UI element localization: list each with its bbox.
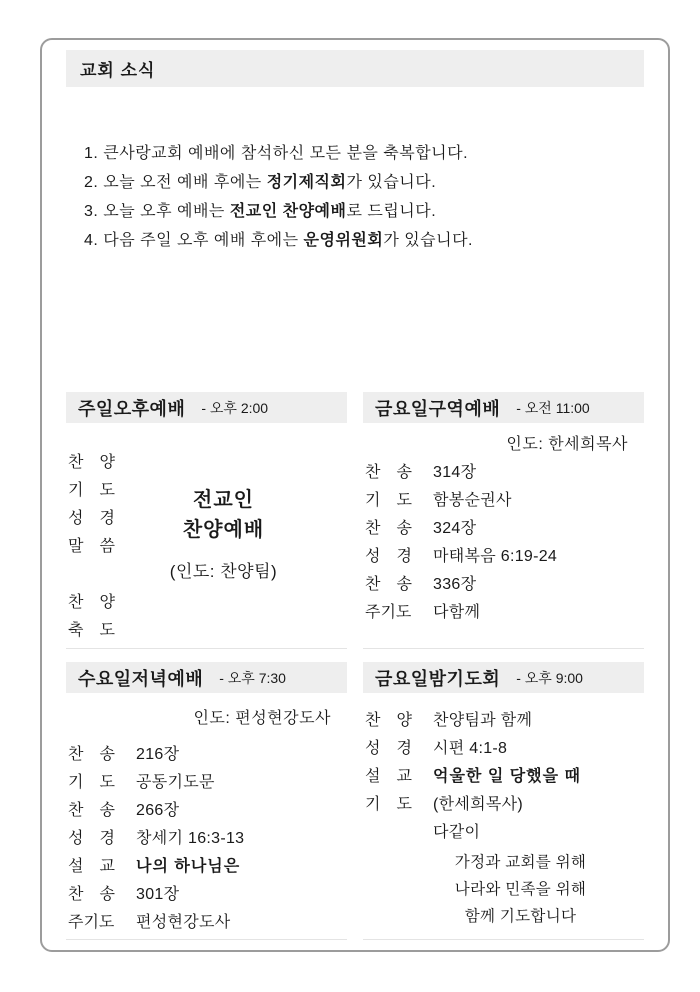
program-value: 266장	[136, 802, 180, 819]
program-label: 설 교	[68, 858, 115, 875]
program-label: 성 경	[365, 548, 412, 565]
prayer-topic-line: 나라와 민족을 위해	[454, 881, 587, 898]
program-label: 성 경	[365, 740, 412, 757]
panel-header-bar	[363, 662, 644, 693]
program-row	[363, 599, 644, 627]
program-row	[363, 819, 644, 847]
panel-time: - 오후 7:30	[219, 669, 286, 686]
program-label: 찬 송	[68, 802, 115, 819]
announcement-bold: 정기제직회	[266, 174, 347, 191]
panel-time: - 오후 9:00	[516, 669, 583, 686]
program-label: 기 도	[365, 796, 412, 813]
program-rows	[66, 741, 347, 937]
program-label: 기 도	[68, 774, 115, 791]
program-label: 주기도	[365, 604, 412, 621]
program-value: 마태복음 6:19-24	[433, 548, 558, 565]
program-label: 찬 양	[365, 712, 412, 729]
panel-body	[363, 693, 644, 940]
panel-title: 수요일저녁예배	[78, 668, 204, 689]
program-label: 찬 송	[365, 520, 412, 537]
program-value: 함봉순권사	[433, 492, 512, 509]
special-service-title-line1: 전교인	[193, 489, 254, 511]
program-label: 기 도	[68, 482, 115, 499]
announcement-item-4	[84, 226, 644, 255]
program-value: 다같이	[433, 824, 481, 841]
program-value: 216장	[136, 746, 180, 763]
prayer-topics	[363, 849, 644, 930]
announcement-text: 2. 오늘 오전 예배 후에는	[84, 174, 267, 191]
program-value: 찬양팀과 함께	[433, 712, 533, 729]
program-row	[363, 707, 644, 735]
program-label: 찬 송	[68, 746, 115, 763]
program-row	[66, 741, 347, 769]
announcement-text: 1. 큰사랑교회 예배에 참석하신 모든 분을 축복합니다.	[84, 145, 469, 162]
program-value: 314장	[433, 464, 477, 481]
program-row	[66, 881, 347, 909]
special-service-note	[136, 485, 311, 582]
prayer-topic-line: 함께 기도합니다	[464, 908, 577, 925]
panel-header-bar	[363, 392, 644, 423]
program-value: 공동기도문	[136, 774, 215, 791]
panel-body	[66, 423, 347, 649]
announcement-bold: 운영위원회	[303, 232, 384, 249]
program-row	[363, 763, 644, 791]
program-row	[66, 589, 347, 617]
program-row	[66, 449, 347, 477]
program-row	[363, 487, 644, 515]
panel-title: 금요일구역예배	[375, 398, 501, 419]
program-label: 찬 양	[68, 454, 115, 471]
program-label: 주기도	[68, 914, 115, 931]
program-label: 성 경	[68, 830, 115, 847]
program-value: 시편 4:1-8	[433, 740, 508, 757]
leader-line: 인도: 한세희목사	[506, 436, 628, 453]
announcement-text: 가 있습니다.	[383, 232, 473, 249]
news-title: 교회 소식	[80, 61, 156, 80]
announcement-text: 4. 다음 주일 오후 예배 후에는	[84, 232, 304, 249]
program-row	[66, 825, 347, 853]
program-value: (한세희목사)	[433, 796, 524, 813]
panel-friday-district	[363, 392, 644, 649]
program-value: 301장	[136, 886, 180, 903]
program-row	[66, 853, 347, 881]
announcement-item-1	[84, 139, 644, 168]
special-service-title-line2: 찬양예배	[182, 519, 265, 541]
panel-wednesday-evening	[66, 649, 347, 940]
program-row	[66, 769, 347, 797]
leader-line: 인도: 편성현강도사	[193, 710, 331, 727]
program-value: 324장	[433, 520, 477, 537]
program-row	[66, 909, 347, 937]
panel-title: 금요일밤기도회	[375, 668, 501, 689]
worship-panels-grid	[66, 392, 644, 940]
panel-header-bar	[66, 662, 347, 693]
panel-body	[66, 693, 347, 940]
program-label: 말 씀	[68, 538, 115, 555]
panel-body	[363, 423, 644, 649]
program-row	[363, 791, 644, 819]
announcement-text: 3. 오늘 오후 예배는	[84, 203, 230, 220]
program-value: 편성현강도사	[136, 914, 231, 931]
program-row	[363, 571, 644, 599]
program-value: 336장	[433, 576, 477, 593]
panel-title: 주일오후예배	[78, 398, 186, 419]
program-row	[66, 617, 347, 645]
prayer-topic-line: 가정과 교회를 위해	[454, 854, 587, 871]
panel-friday-night-prayer	[363, 649, 644, 940]
announcement-list	[66, 139, 644, 255]
news-header-bar	[66, 50, 644, 87]
sermon-title: 억울한 일 당했을 때	[433, 768, 581, 785]
program-label: 설 교	[365, 768, 412, 785]
program-label: 찬 양	[68, 594, 115, 611]
announcement-text: 가 있습니다.	[346, 174, 437, 191]
panel-sunday-afternoon	[66, 392, 347, 649]
program-label: 찬 송	[365, 576, 412, 593]
program-value: 창세기 16:3-13	[136, 830, 245, 847]
program-label: 성 경	[68, 510, 115, 527]
program-value: 다함께	[433, 604, 481, 621]
announcement-item-3	[84, 197, 644, 226]
sermon-title: 나의 하나님은	[136, 858, 241, 875]
panel-time: - 오전 11:00	[516, 399, 590, 416]
panel-time: - 오후 2:00	[201, 399, 269, 416]
program-row	[363, 515, 644, 543]
program-row	[363, 543, 644, 571]
panel-header-bar	[66, 392, 347, 423]
announcement-text: 로 드립니다.	[346, 203, 437, 220]
bulletin-page	[40, 38, 670, 952]
special-service-leader: (인도: 찬양팀)	[169, 562, 278, 581]
program-row	[363, 459, 644, 487]
program-row	[66, 797, 347, 825]
program-label: 찬 송	[68, 886, 115, 903]
announcement-item-2	[84, 168, 644, 197]
program-label: 축 도	[68, 622, 115, 639]
program-row	[363, 735, 644, 763]
program-label: 기 도	[365, 492, 412, 509]
announcement-bold: 전교인 찬양예배	[229, 203, 347, 220]
program-label: 찬 송	[365, 464, 412, 481]
